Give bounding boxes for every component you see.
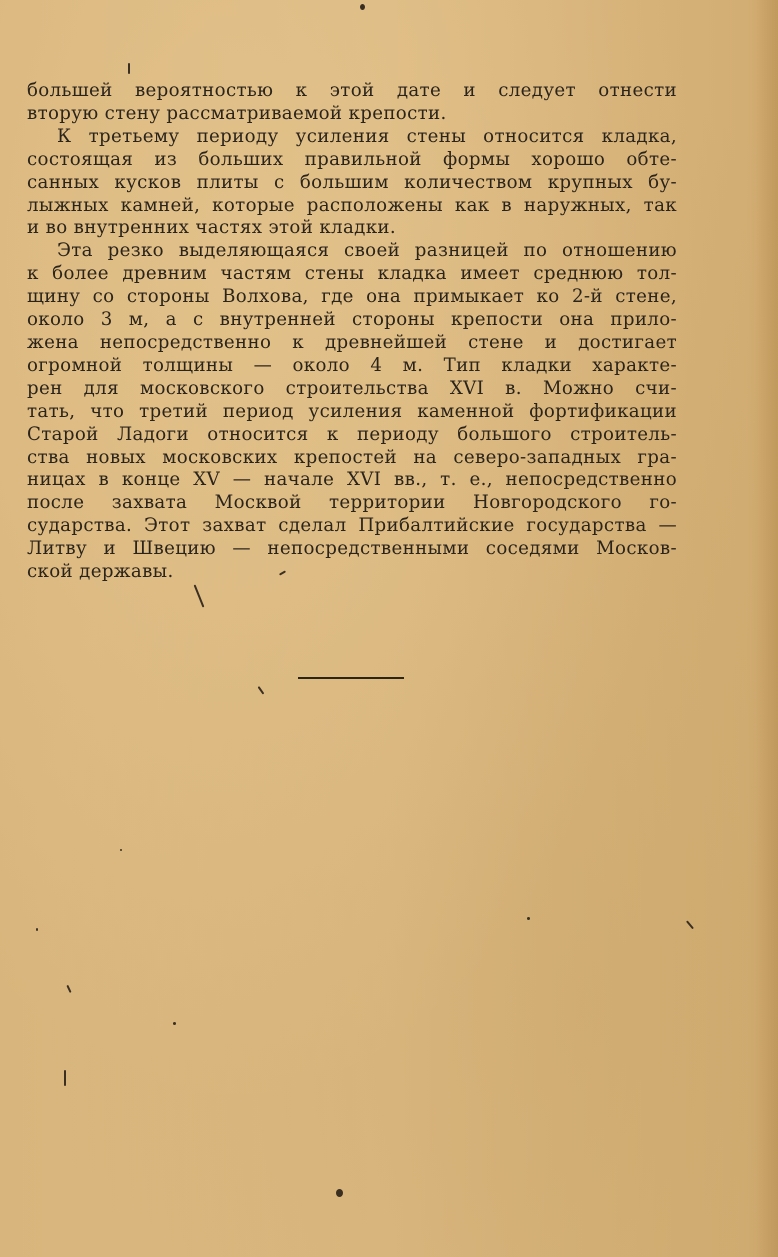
text-line: после захвата Москвой территории Новгородского го- — [27, 492, 677, 514]
scan-speck — [173, 1022, 176, 1025]
text-line: жена непосредственно к древнейшей стене и достигает — [27, 331, 677, 353]
paragraph-2 — [27, 126, 677, 241]
text-line: тать, что третий период усиления каменной фортификации — [27, 400, 677, 422]
scan-speck — [194, 584, 205, 607]
text-line: и во внутренних частях этой кладки. — [27, 217, 397, 239]
text-line: Старой Ладоги относится к периоду большого строитель- — [27, 423, 677, 445]
scan-speck — [36, 928, 38, 931]
section-end-rule — [298, 677, 404, 679]
scan-speck — [66, 985, 71, 993]
scan-speck — [120, 849, 122, 851]
scan-speck — [686, 921, 694, 930]
text-line: Эта резко выделяющаяся своей разницей по отношению — [57, 240, 677, 262]
text-line: щину со стороны Волхова, где она примыкает ко 2-й стене, — [27, 286, 677, 308]
scan-speck — [360, 4, 365, 10]
text-line: сударства. Этот захват сделал Прибалтийские государства — — [27, 515, 677, 537]
text-line: вторую стену рассматриваемой крепости. — [27, 102, 447, 124]
body-text — [27, 80, 677, 584]
text-line: К третьему периоду усиления стены относится кладка, — [57, 125, 677, 147]
text-line: рен для московского строительства XVI в. Можно счи- — [27, 377, 677, 399]
text-line: ницах в конце XV — начале XVI вв., т. е., непосредственно — [27, 469, 677, 491]
text-line: около 3 м, а с внутренней стороны крепости она прило- — [27, 309, 677, 331]
paragraph-1 — [27, 80, 677, 126]
text-line: большей вероятностью к этой дате и следует отнести — [27, 80, 677, 101]
text-line: ства новых московских крепостей на северо-западных гра- — [27, 446, 677, 468]
text-line: лыжных камней, которые расположены как в наружных, так — [27, 194, 677, 216]
scan-speck — [258, 686, 264, 694]
scan-speck — [128, 63, 130, 74]
scan-speck — [336, 1189, 343, 1197]
paragraph-3 — [27, 240, 677, 584]
page-edge-shadow — [756, 0, 778, 1257]
scan-speck — [64, 1070, 66, 1086]
text-line: ской державы. — [27, 561, 174, 583]
text-line: огромной толщины — около 4 м. Тип кладки характе- — [27, 354, 677, 376]
text-line: Литву и Швецию — непосредственными соседями Москов- — [27, 538, 677, 560]
text-line: санных кусков плиты с большим количеством крупных бу- — [27, 171, 677, 193]
text-line: к более древним частям стены кладка имеет среднюю тол- — [27, 263, 677, 285]
scan-speck — [527, 917, 530, 920]
text-line: состоящая из больших правильной формы хорошо обте- — [27, 148, 677, 170]
